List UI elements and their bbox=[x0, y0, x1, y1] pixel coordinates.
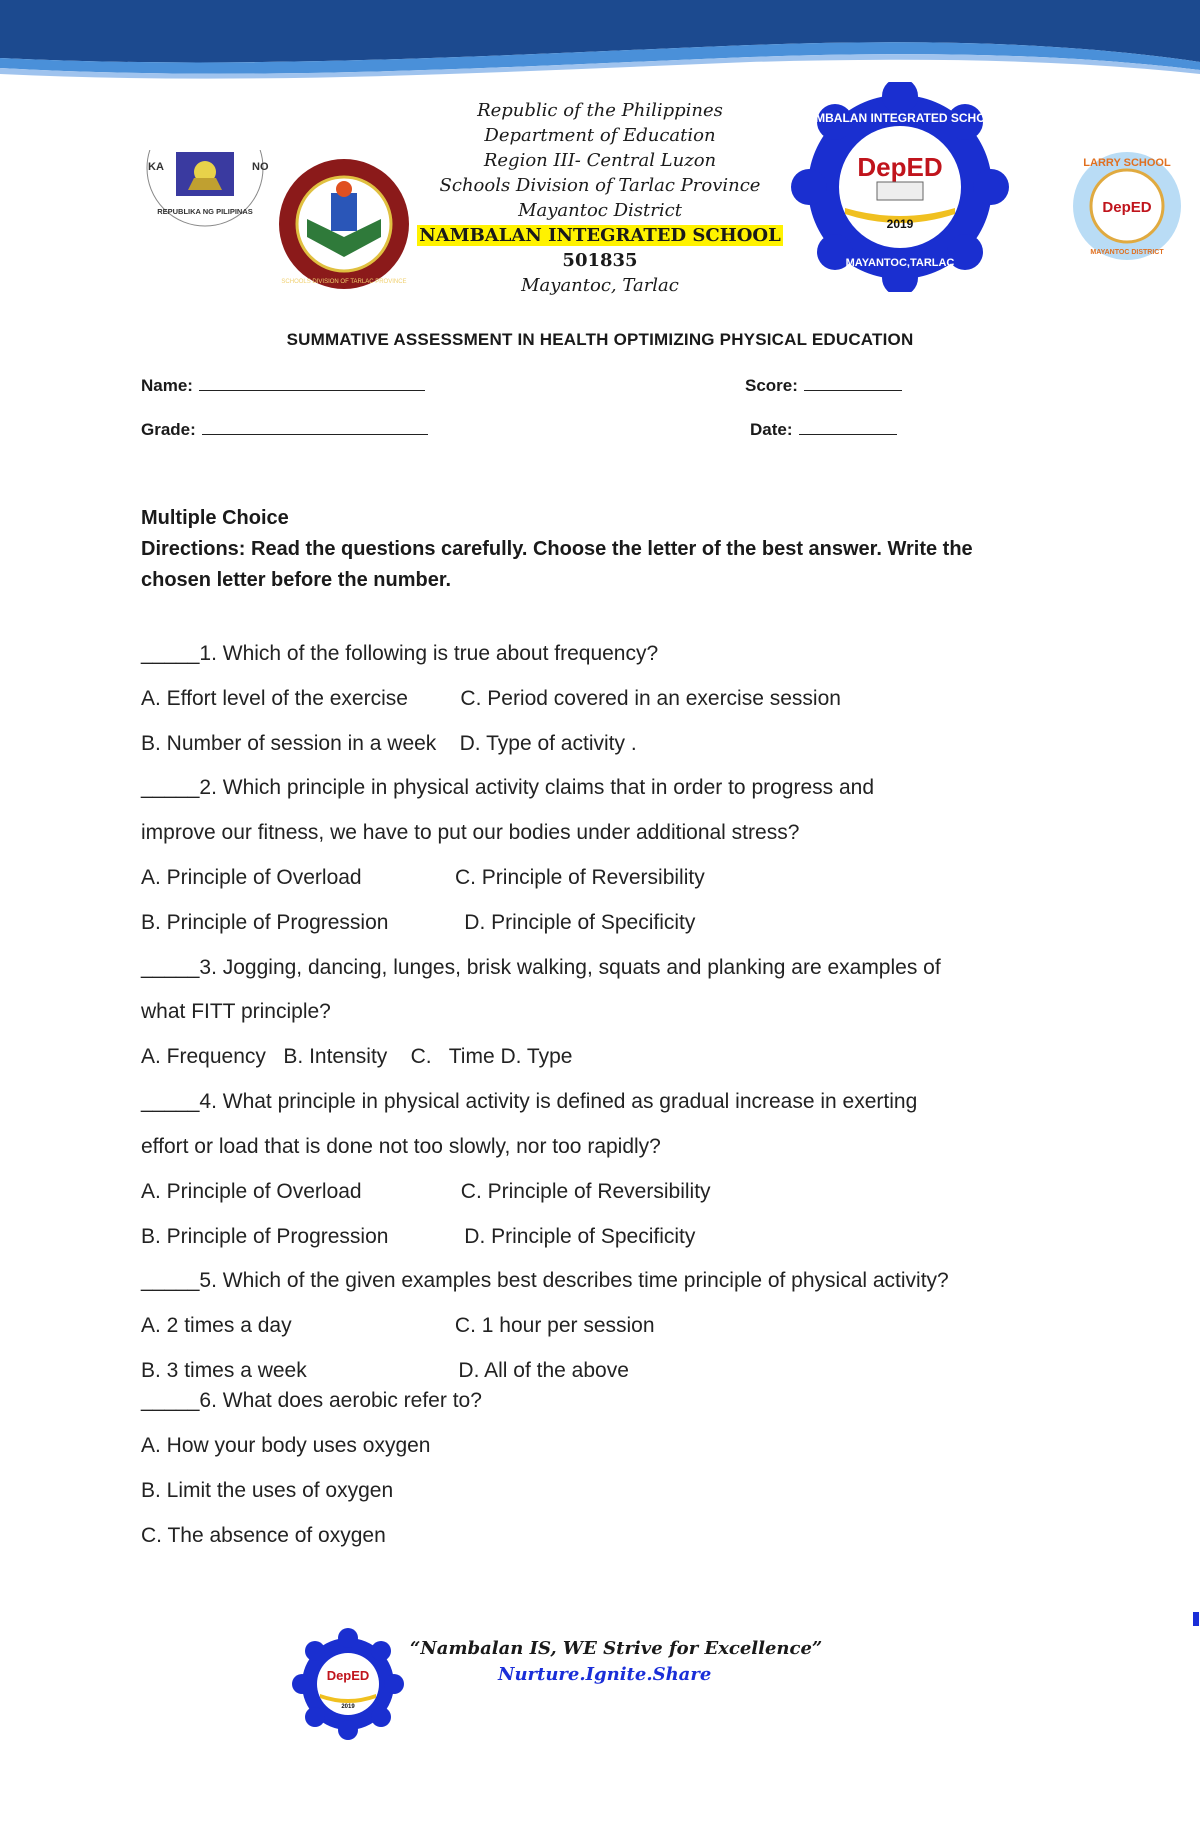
district-logo-brand: DepED bbox=[1102, 199, 1152, 216]
grade-label: Grade: bbox=[141, 420, 196, 439]
section-heading: Multiple Choice bbox=[141, 507, 289, 529]
footer-school-logo bbox=[292, 1628, 404, 1740]
directions-line-1: Directions: Read the questions carefully. Choose the letter of the best answer. Write the bbox=[141, 538, 973, 560]
question-4-cont: effort or load that is done not too slowly, nor too rapidly? bbox=[141, 1135, 661, 1158]
school-logo-brand: DepED bbox=[857, 152, 943, 182]
school-logo bbox=[785, 82, 1015, 292]
school-id: 501835 bbox=[562, 250, 638, 271]
date-label: Date: bbox=[750, 420, 793, 439]
edge-mark bbox=[1193, 1612, 1199, 1626]
question-2-cont: improve our fitness, we have to put our bodies under additional stress? bbox=[141, 821, 800, 844]
school-logo-ring-bottom: MAYANTOC,TARLAC bbox=[845, 257, 955, 269]
score-field[interactable] bbox=[745, 376, 902, 396]
q1-options-ac: A. Effort level of the exercise C. Period covered in an exercise session bbox=[141, 687, 841, 710]
footer-logo-year: 2019 bbox=[341, 1704, 355, 1710]
question-5: _____5. Which of the given examples best describes time principle of physical activity? bbox=[141, 1269, 949, 1292]
q3-options: A. Frequency B. Intensity C. Time D. Type bbox=[141, 1045, 573, 1068]
footer-tagline: Nurture.Ignite.Share bbox=[498, 1664, 712, 1685]
header-line-1: Republic of the Philippines bbox=[477, 100, 723, 121]
question-1: _____1. Which of the following is true about frequency? bbox=[141, 642, 659, 665]
q6-option-a: A. How your body uses oxygen bbox=[141, 1434, 431, 1457]
division-seal-logo bbox=[277, 157, 411, 291]
q6-option-b: B. Limit the uses of oxygen bbox=[141, 1479, 394, 1502]
school-logo-ring-top: NAMBALAN INTEGRATED SCHOOL bbox=[797, 111, 1003, 125]
footer-motto: “Nambalan IS, WE Strive for Excellence” bbox=[410, 1638, 823, 1659]
school-name: NAMBALAN INTEGRATED SCHOOL bbox=[419, 225, 781, 246]
q5-options-bd: B. 3 times a week D. All of the above bbox=[141, 1359, 629, 1382]
footer-logo-brand: DepED bbox=[326, 1668, 370, 1683]
question-4: _____4. What principle in physical activity is defined as gradual increase in exerting bbox=[141, 1090, 918, 1113]
question-3: _____3. Jogging, dancing, lunges, brisk walking, squats and planking are examples of bbox=[141, 956, 941, 979]
name-field[interactable] bbox=[141, 376, 425, 396]
score-blank-line[interactable] bbox=[804, 376, 902, 391]
district-logo bbox=[1057, 150, 1200, 262]
assessment-title: SUMMATIVE ASSESSMENT IN HEALTH OPTIMIZING PHYSICAL EDUCATION bbox=[286, 330, 914, 349]
q2-options-ac: A. Principle of Overload C. Principle of Reversibility bbox=[141, 866, 705, 889]
school-logo-year: 2019 bbox=[886, 217, 914, 231]
directions-line-2: chosen letter before the number. bbox=[141, 569, 452, 591]
date-field[interactable] bbox=[750, 420, 897, 440]
name-label: Name: bbox=[141, 376, 193, 395]
q4-options-bd: B. Principle of Progression D. Principle of Specificity bbox=[141, 1225, 696, 1248]
q2-options-bd: B. Principle of Progression D. Principle of Specificity bbox=[141, 911, 696, 934]
q4-options-ac: A. Principle of Overload C. Principle of Reversibility bbox=[141, 1180, 711, 1203]
division-seal-ring-text: SCHOOLS DIVISION OF TARLAC PROVINCE bbox=[281, 279, 407, 285]
date-blank-line[interactable] bbox=[799, 420, 897, 435]
question-2: _____2. Which principle in physical activity claims that in order to progress and bbox=[141, 776, 875, 799]
footer-motto-block bbox=[410, 1636, 822, 1688]
deped-seal-top-text: KA bbox=[148, 161, 164, 173]
name-blank-line[interactable] bbox=[199, 376, 425, 391]
district-logo-ring-bottom: MAYANTOC DISTRICT bbox=[1090, 249, 1164, 256]
question-6: _____6. What does aerobic refer to? bbox=[141, 1389, 482, 1412]
score-label: Score: bbox=[745, 376, 798, 395]
header-line-4: Schools Division of Tarlac Province bbox=[439, 175, 761, 196]
header-line-5: Mayantoc District bbox=[518, 200, 682, 221]
question-3-cont: what FITT principle? bbox=[141, 1000, 331, 1023]
deped-seal-logo bbox=[136, 150, 274, 230]
district-logo-ring-top: LARRY SCHOOL bbox=[1083, 157, 1171, 169]
school-location: Mayantoc, Tarlac bbox=[521, 275, 679, 296]
deped-seal-right-text: NO bbox=[252, 161, 269, 173]
top-banner bbox=[0, 0, 1200, 110]
q6-option-c: C. The absence of oxygen bbox=[141, 1524, 386, 1547]
q5-options-ac: A. 2 times a day C. 1 hour per session bbox=[141, 1314, 655, 1337]
deped-seal-bottom-text: REPUBLIKA NG PILIPINAS bbox=[157, 207, 253, 216]
grade-field[interactable] bbox=[141, 420, 428, 440]
header-line-3: Region III- Central Luzon bbox=[483, 150, 717, 171]
q1-options-bd: B. Number of session in a week D. Type of activity . bbox=[141, 732, 637, 755]
grade-blank-line[interactable] bbox=[202, 420, 428, 435]
header-line-2: Department of Education bbox=[484, 125, 716, 146]
